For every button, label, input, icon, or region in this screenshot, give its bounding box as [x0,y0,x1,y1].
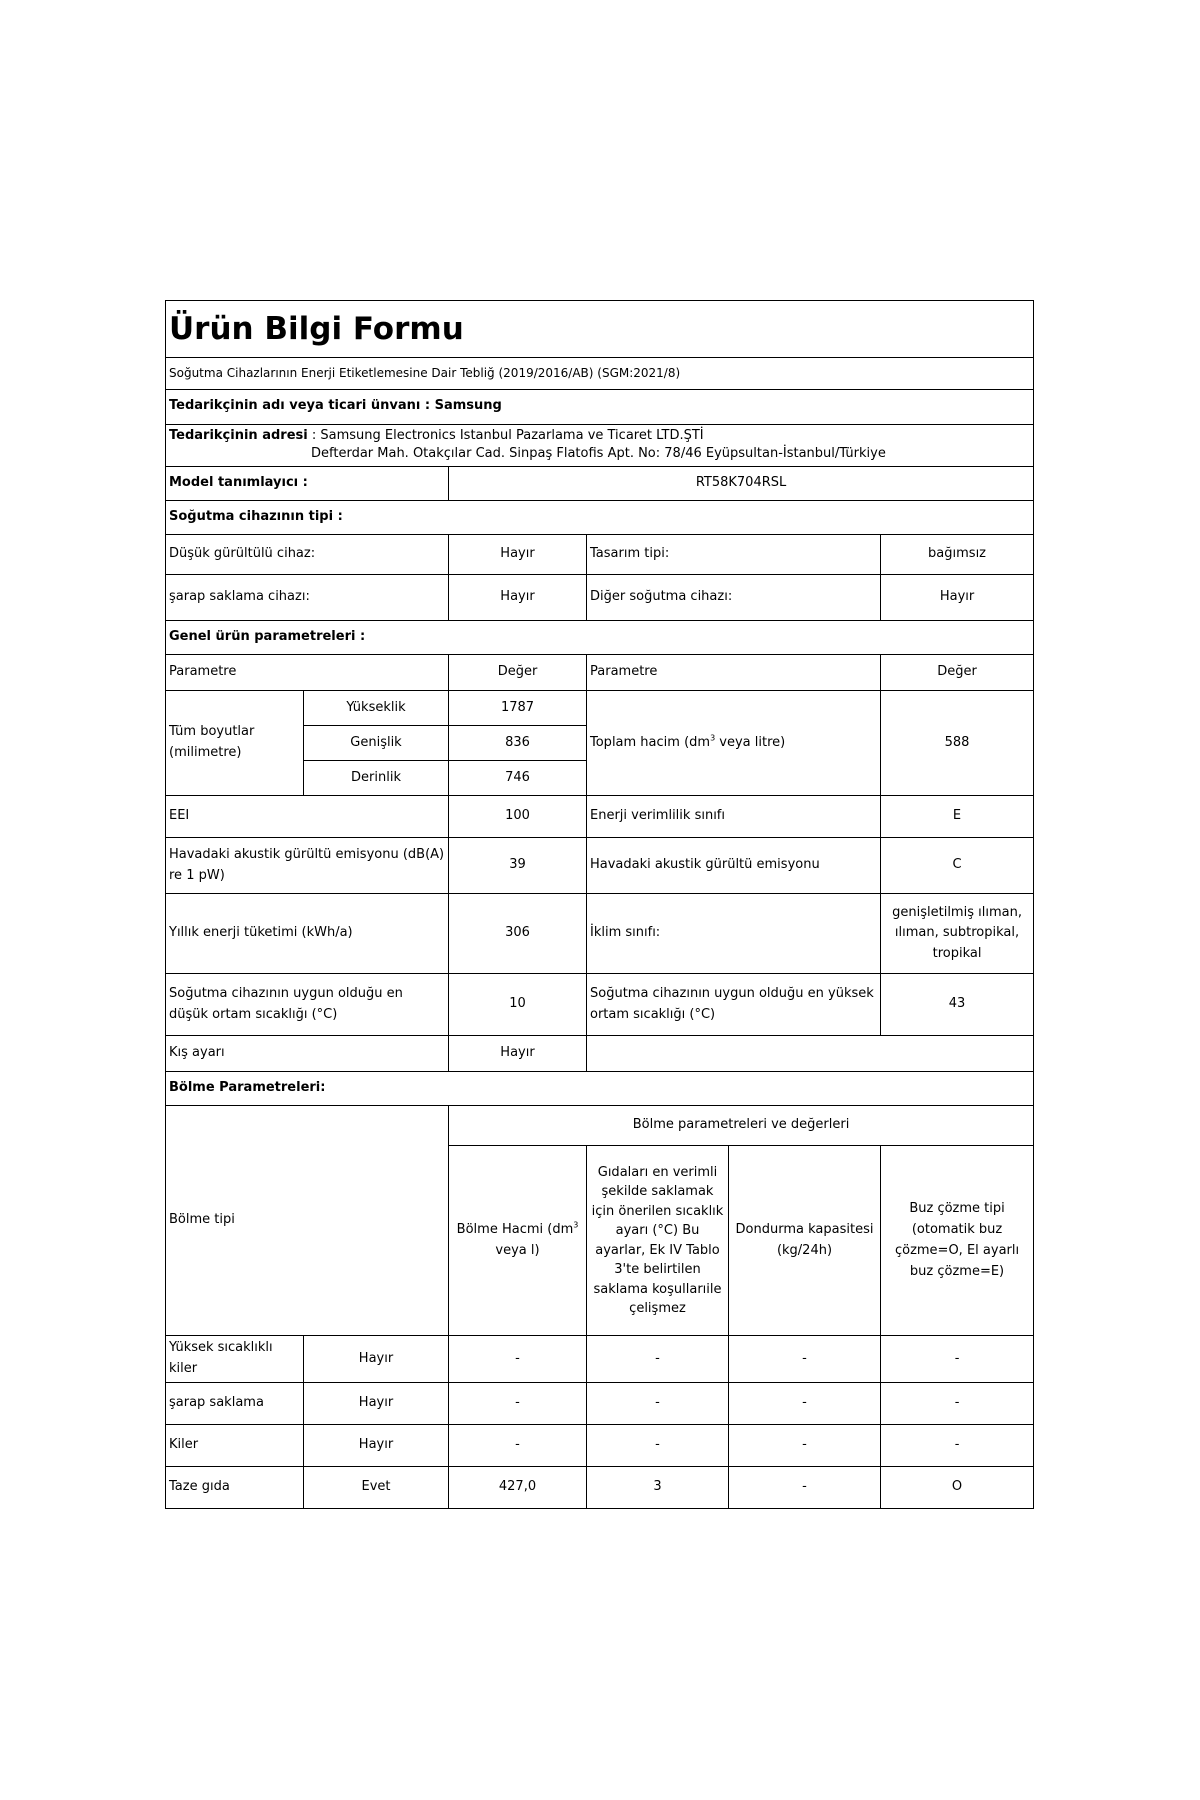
compartment-freeze: - [729,1466,881,1508]
depth-label: Derinlik [304,761,449,796]
compartment-freeze: - [729,1336,881,1383]
max-temp-value: 43 [881,974,1034,1036]
value-header-left: Değer [449,655,587,691]
compartment-freeze: - [729,1382,881,1424]
col-volume-header: Bölme Hacmi ($dm^3$ veya l) [449,1146,587,1336]
compartment-volume: - [449,1336,587,1383]
min-temp-label: Soğutma cihazının uygun olduğu en düşük ortam sıcaklığı (°C) [166,974,449,1036]
compartment-present: Evet [304,1466,449,1508]
regulation-subtitle: Soğutma Cihazlarının Enerji Etiketlemesine Dair Tebliğ (2019/2016/AB) (SGM:2021/8) [166,357,1034,389]
type-heading: Soğutma cihazının tipi : [166,501,1034,535]
noise-class-value: C [881,838,1034,894]
param-header-right: Parametre [587,655,881,691]
wine-storage-label: şarap saklama cihazı: [166,575,449,621]
noise-emission-value: 39 [449,838,587,894]
compartment-defrost: O [881,1466,1034,1508]
compartment-type-label: Bölme tipi [166,1106,449,1336]
table-row [166,1382,1034,1424]
min-temp-value: 10 [449,974,587,1036]
supplier-address-label: Tedarikçinin adresi [169,427,308,443]
width-label: Genişlik [304,726,449,761]
table-row [166,1336,1034,1383]
compartment-defrost: - [881,1424,1034,1466]
col-freeze-header: Dondurma kapasitesi (kg/24h) [729,1146,881,1336]
table-row [166,1424,1034,1466]
compartment-name: Kiler [166,1424,304,1466]
compartment-temp: 3 [587,1466,729,1508]
value-header-right: Değer [881,655,1034,691]
other-appliance-value: Hayır [881,575,1034,621]
col-temp-header: Gıdaları en verimli şekilde saklamak için önerilen sıcaklık ayarı (°C) Bu ayarlar, Ek IV Tablo 3'te belirtilen saklama koşullarıile çelişmez [587,1146,729,1336]
design-type-label: Tasarım tipi: [587,535,881,575]
annual-energy-label: Yıllık enerji tüketimi (kWh/a) [166,894,449,974]
compartment-name: Yüksek sıcaklıklı kiler [166,1336,304,1383]
compartment-temp: - [587,1382,729,1424]
compartment-name: Taze gıda [166,1466,304,1508]
low-noise-label: Düşük gürültülü cihaz: [166,535,449,575]
total-volume-label: Toplam hacim ($dm^3$ veya litre) [587,691,881,796]
compartment-present: Hayır [304,1382,449,1424]
design-type-value: bağımsız [881,535,1034,575]
compartment-temp: - [587,1336,729,1383]
noise-emission-label: Havadaki akustik gürültü emisyonu (dB(A) re 1 pW) [166,838,449,894]
param-header-left: Parametre [166,655,449,691]
supplier-address-line2: Defterdar Mah. Otakçılar Cad. Sinpaş Flatofis Apt. No: 78/46 Eyüpsultan-İstanbul/Türkiye [311,446,886,462]
depth-value: 746 [449,761,587,796]
compartments-heading: Bölme Parametreleri: [166,1072,1034,1106]
noise-class-label: Havadaki akustik gürültü emisyonu [587,838,881,894]
page-title: Ürün Bilgi Formu [166,301,1034,358]
compartment-present: Hayır [304,1336,449,1383]
col-defrost-header: Buz çözme tipi (otomatik buz çözme=O, El ayarlı buz çözme=E) [881,1146,1034,1336]
compartment-present: Hayır [304,1424,449,1466]
total-volume-value: 588 [881,691,1034,796]
compartment-volume: - [449,1424,587,1466]
height-label: Yükseklik [304,691,449,726]
winter-setting-value: Hayır [449,1036,587,1072]
supplier-address [166,424,1034,467]
general-heading: Genel ürün parametreleri : [166,621,1034,655]
table-row [166,1466,1034,1508]
energy-class-value: E [881,796,1034,838]
energy-class-label: Enerji verimlilik sınıfı [587,796,881,838]
compartment-defrost: - [881,1336,1034,1383]
eei-label: EEI [166,796,449,838]
product-info-form [165,300,1034,1509]
compartment-temp: - [587,1424,729,1466]
low-noise-value: Hayır [449,535,587,575]
compartment-volume: 427,0 [449,1466,587,1508]
supplier-address-line1: : Samsung Electronics Istanbul Pazarlama ve Ticaret LTD.ŞTİ [307,427,704,443]
empty-cell [587,1036,1034,1072]
climate-class-value: genişletilmiş ılıman, ılıman, subtropikal, tropikal [881,894,1034,974]
compartment-volume: - [449,1382,587,1424]
height-value: 1787 [449,691,587,726]
compartment-name: şarap saklama [166,1382,304,1424]
annual-energy-value: 306 [449,894,587,974]
compartment-freeze: - [729,1424,881,1466]
supplier-name: Tedarikçinin adı veya ticari ünvanı : Samsung [166,389,1034,424]
climate-class-label: İklim sınıfı: [587,894,881,974]
model-value: RT58K704RSL [449,467,1034,501]
max-temp-label: Soğutma cihazının uygun olduğu en yüksek ortam sıcaklığı (°C) [587,974,881,1036]
eei-value: 100 [449,796,587,838]
compartment-values-header: Bölme parametreleri ve değerleri [449,1106,1034,1146]
compartment-defrost: - [881,1382,1034,1424]
model-label: Model tanımlayıcı : [166,467,449,501]
dimensions-label: Tüm boyutlar (milimetre) [166,691,304,796]
wine-storage-value: Hayır [449,575,587,621]
other-appliance-label: Diğer soğutma cihazı: [587,575,881,621]
width-value: 836 [449,726,587,761]
winter-setting-label: Kış ayarı [166,1036,449,1072]
